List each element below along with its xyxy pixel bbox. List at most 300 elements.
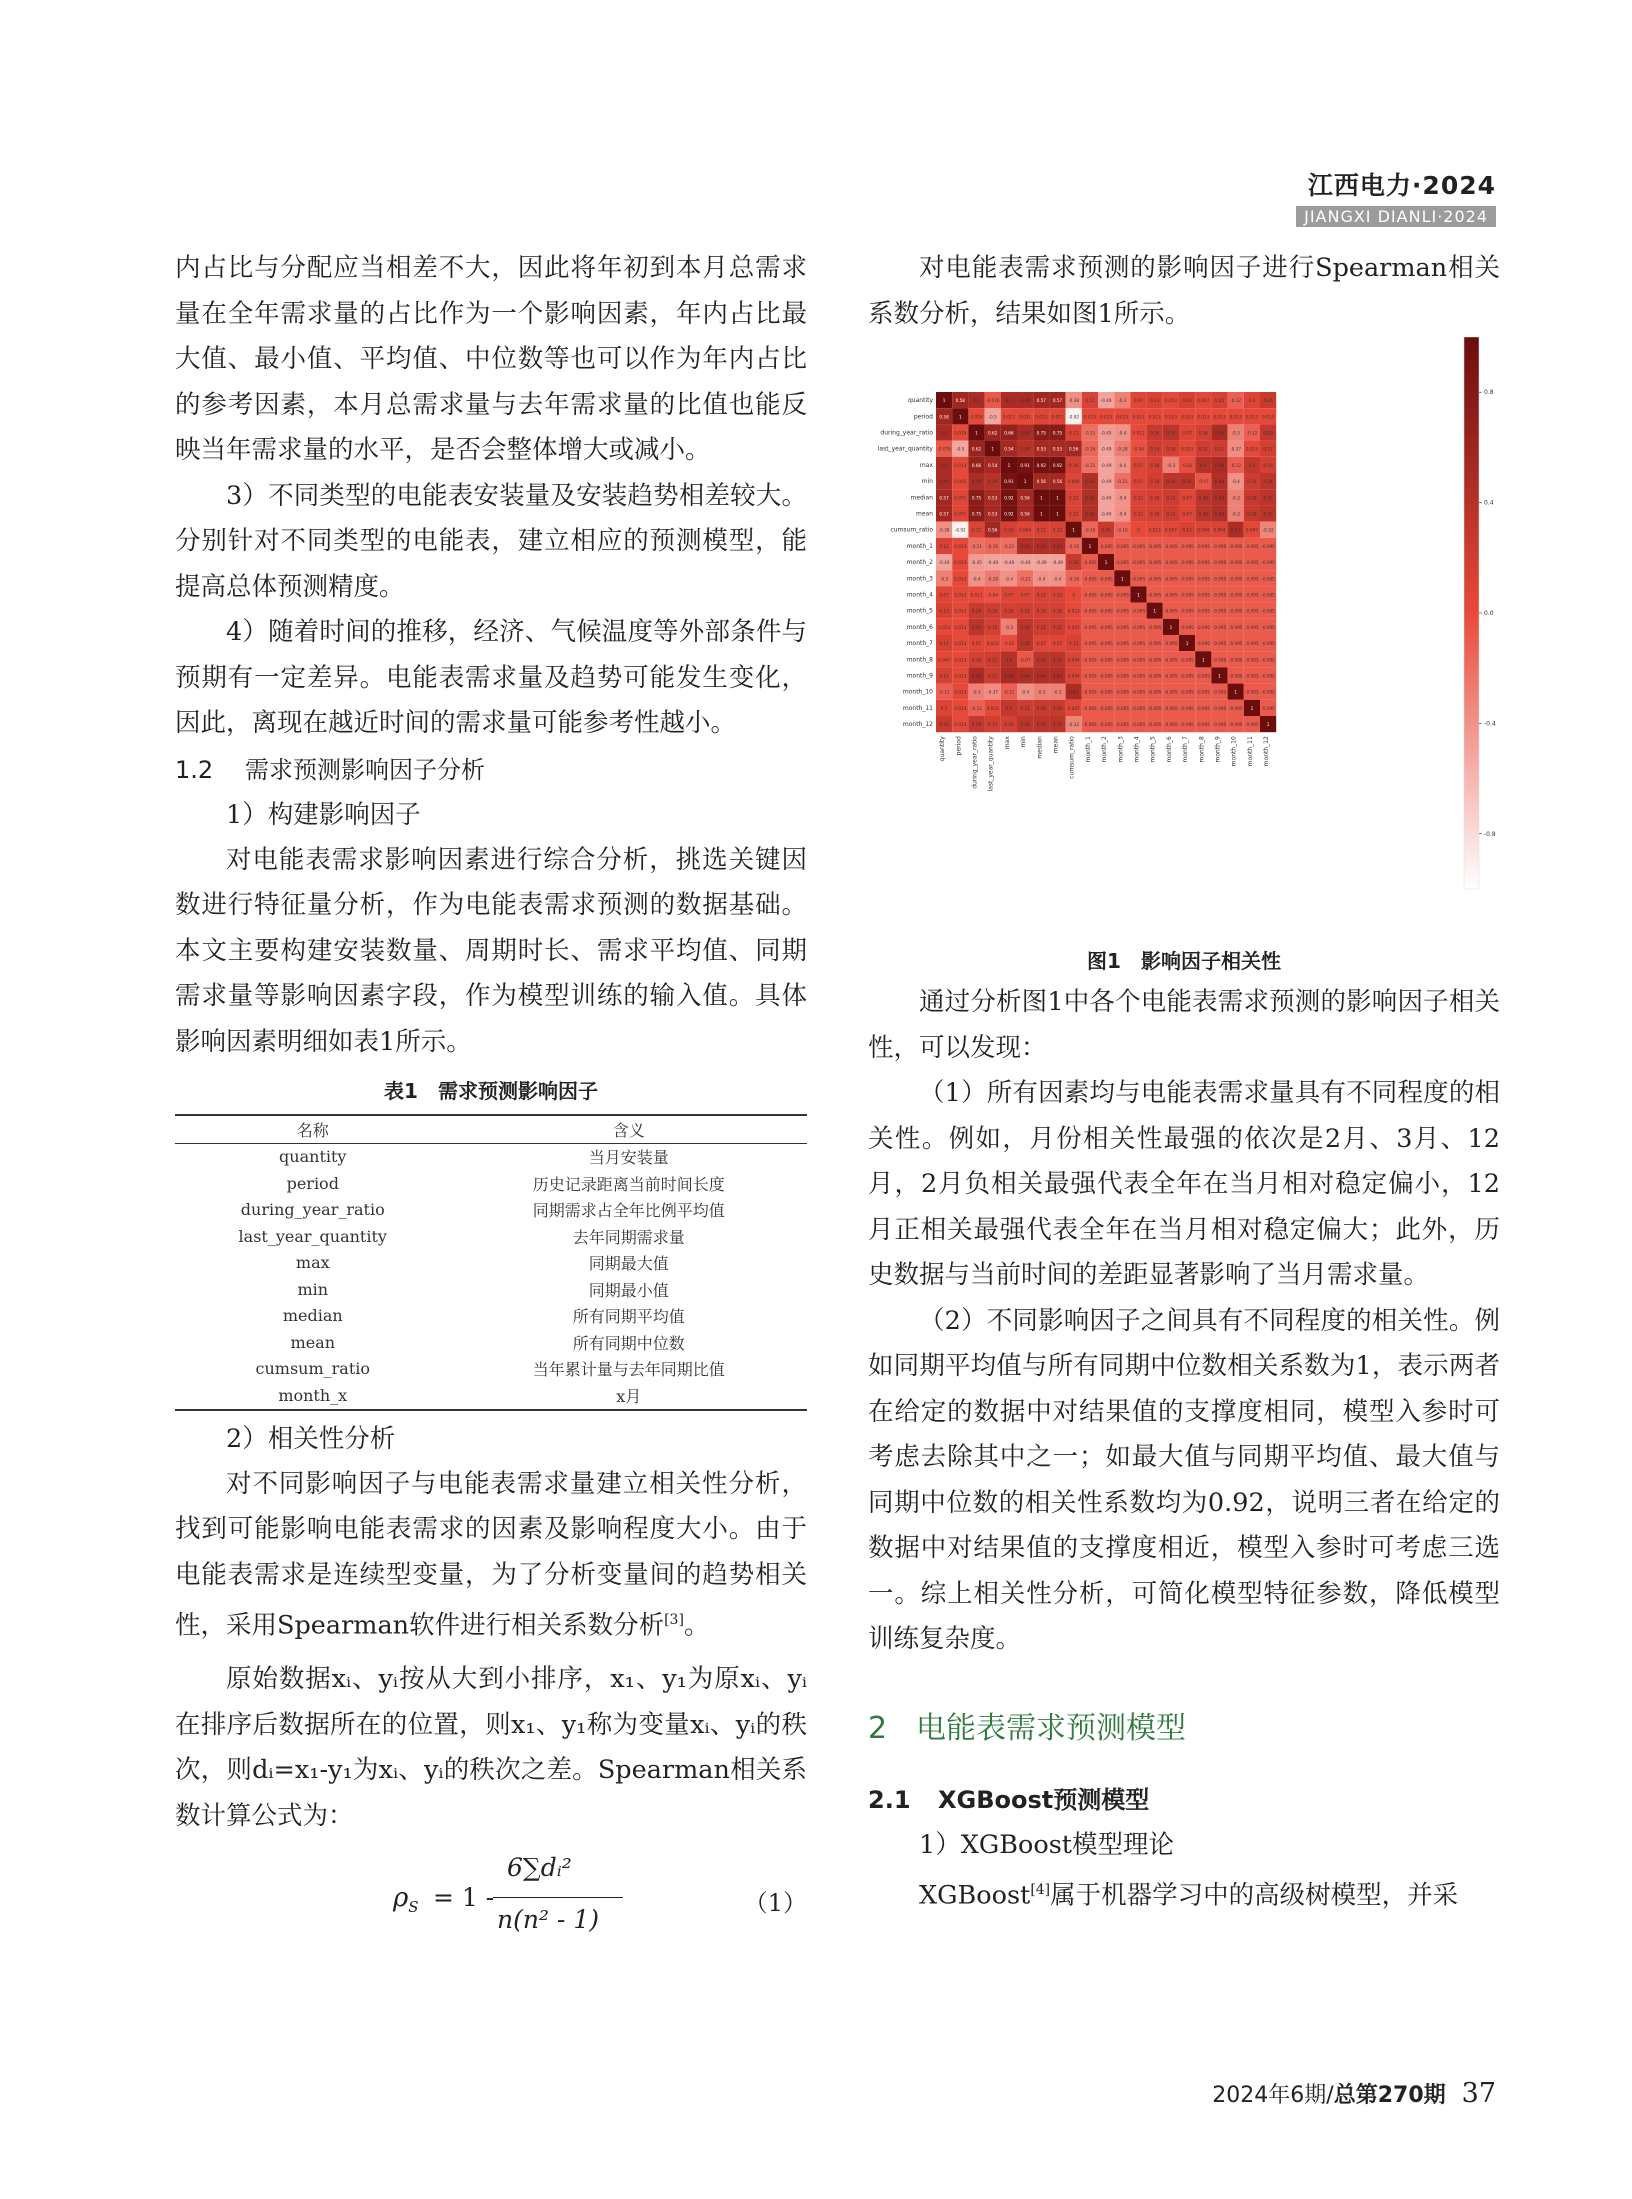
cell-value-label: 0.047 — [1067, 624, 1080, 630]
column-label: min — [1020, 736, 1028, 748]
cell-value-label: -0.095 — [1261, 608, 1275, 614]
cell-value-label: 0.013 — [954, 608, 967, 614]
cell-value-label: 0.66 — [971, 462, 982, 468]
cell-value-label: 0.12 — [1052, 527, 1063, 533]
cell-value-label: -0.32 — [1262, 527, 1274, 533]
cell-value-label: 0.57 — [1036, 398, 1046, 404]
cell-value-label: -0.095 — [1131, 608, 1146, 614]
factor-name: max — [295, 1253, 330, 1273]
cell-value-label: -0.38 — [1068, 398, 1080, 404]
cell-value-label: -0.095 — [1083, 608, 1097, 614]
cell-value-label: 0.047 — [1245, 527, 1258, 533]
cell-value-label: -0.095 — [1083, 592, 1097, 598]
cell-value-label: -0.095 — [1099, 543, 1113, 549]
cell-value-label: -0.16 — [987, 543, 999, 549]
cell-value-label: -0.095 — [1164, 689, 1178, 695]
cell-value-label: 0.064 — [1019, 527, 1032, 533]
cell-value-label: -0.28 — [1116, 446, 1128, 452]
cell-value-label: -0.095 — [1083, 624, 1097, 630]
cell-value-label: 0.62 — [971, 446, 982, 452]
cell-value-label: -0.4 — [1231, 479, 1240, 485]
factor-name: last_year_quantity — [238, 1226, 387, 1246]
cell-value-label: 0.013 — [1164, 398, 1177, 404]
cell-value-label: 0.13 — [1069, 641, 1079, 647]
paragraph: 内占比与分配应当相差不大，因此将年初到本月总需求量在全年需求量的占比作为一个影响因素，年内占比最大值、最小值、平均值、中位数等也可以作为年内占比的参考因素，本月总需求量与去年需求量的比值也能反映当年需求量的水平，是否会整体增大或减小。 — [175, 253, 807, 465]
cell-value-label: -0.095 — [1164, 608, 1178, 614]
cell-value-label: 1 — [958, 414, 962, 420]
column-label: cumsum_ratio — [1068, 736, 1076, 779]
cell-value-label: 0.34 — [1020, 722, 1030, 728]
cell-value-label: -0.21 — [971, 543, 982, 549]
section-heading — [175, 747, 807, 793]
cell-value-label: -0.21 — [1003, 543, 1015, 549]
cell-value-label: -0.095 — [1131, 722, 1146, 728]
cell-value-label: 0.16 — [1150, 462, 1160, 468]
cell-value-label: 0.013 — [1132, 414, 1145, 420]
cell-value-label: 0.21 — [1247, 479, 1257, 485]
cell-value-label: 0.92 — [1004, 495, 1014, 501]
cell-value-label: -0.095 — [1212, 560, 1227, 566]
cell-value-label: 0.44 — [1214, 495, 1225, 501]
cell-value-label: -0.92 — [1068, 414, 1080, 420]
cell-value-label: -0.095 — [1196, 641, 1211, 647]
cell-value-label: -0.095 — [1261, 657, 1275, 663]
cell-value-label: -0.095 — [1228, 560, 1243, 566]
cell-value-label: -0.095 — [1261, 705, 1275, 711]
colorbar-tick-label: -0.4 — [1484, 720, 1496, 728]
cell-value-label: -0.095 — [1212, 543, 1227, 549]
table-row — [175, 1276, 807, 1303]
cell-value-label: -0.28 — [987, 576, 999, 582]
table-row — [175, 1356, 807, 1383]
cell-value-label: -0.49 — [987, 560, 999, 566]
cell-value-label: -0.095 — [1131, 641, 1146, 647]
cell-value-label: -0.095 — [1147, 624, 1162, 630]
cell-value-label: -0.095 — [1147, 576, 1162, 582]
cell-value-label: -0.095 — [1180, 560, 1194, 566]
cell-value-label: 0.44 — [1020, 543, 1030, 549]
cell-value-label: 0.29 — [971, 722, 982, 728]
chapter-heading — [868, 1703, 1500, 1747]
cell-value-label: -0.07 — [1019, 657, 1031, 663]
cell-value-label: 0.3 — [1005, 705, 1013, 711]
cell-value-label: 1 — [1023, 479, 1027, 485]
cell-value-label: 0.54 — [988, 462, 998, 468]
cell-value-label: -0.095 — [1131, 543, 1146, 549]
cell-value-label: -0.5 — [988, 414, 997, 420]
cell-value-label: -0.16 — [1084, 446, 1096, 452]
cell-value-label: 0.023 — [1148, 527, 1161, 533]
cell-value-label: -0.095 — [1164, 657, 1178, 663]
factor-name: quantity — [279, 1147, 347, 1167]
cell-value-label: -0.3 — [1231, 495, 1240, 501]
cell-value-label: 0.07 — [1020, 592, 1030, 598]
cell-value-label: -0.21 — [1019, 576, 1031, 582]
cell-value-label: 0.62 — [988, 430, 998, 436]
factor-meaning: 历史记录距离当前时间长度 — [532, 1174, 725, 1194]
cell-value-label: -0.095 — [1196, 560, 1211, 566]
row-label: month_5 — [906, 607, 933, 615]
cell-value-label: 1 — [1104, 560, 1108, 566]
cell-value-label: -0.095 — [1228, 624, 1243, 630]
cell-value-label: 0.12 — [1036, 592, 1046, 598]
cell-value-label: 0.1 — [1248, 398, 1256, 404]
cell-value-label: 0.35 — [1052, 657, 1063, 663]
cell-value-label: 0.49 — [1020, 398, 1030, 404]
cell-value-label: 1 — [1234, 689, 1238, 695]
journal-header — [1296, 166, 1496, 227]
cell-value-label: 0.26 — [1069, 560, 1079, 566]
cell-value-label: -0.095 — [1099, 689, 1113, 695]
colorbar-tick-label: 0.0 — [1484, 610, 1494, 617]
cell-value-label: 0.49 — [1004, 673, 1014, 679]
cell-value-label: -0.3 — [1166, 462, 1175, 468]
cell-value-label: 0.21 — [1166, 511, 1176, 517]
column-label: month_7 — [1182, 736, 1190, 763]
cell-value-label: 0.071 — [954, 495, 967, 501]
cell-value-label: -0.095 — [1131, 560, 1146, 566]
cell-value-label: -0.095 — [1212, 624, 1227, 630]
cell-value-label: 0.57 — [939, 511, 949, 517]
cell-value-label: -0.095 — [1147, 673, 1162, 679]
cell-value-label: -0.16 — [1068, 576, 1080, 582]
cell-value-label: 0.031 — [1019, 414, 1032, 420]
cell-value-label: 0.47 — [1069, 689, 1079, 695]
cell-value-label: -0.095 — [1261, 560, 1275, 566]
cell-value-label: -0.49 — [1019, 560, 1031, 566]
cell-value-label: -0.095 — [1245, 576, 1259, 582]
paragraph-text: XGBoost — [919, 1880, 1031, 1910]
cell-value-label: -0.095 — [1099, 657, 1113, 663]
subheading: 2）相关性分析 — [226, 1423, 396, 1454]
subheading: 1）构建影响因子 — [226, 799, 421, 830]
cell-value-label: 0.023 — [1067, 608, 1080, 614]
cell-value-label: 0.35 — [1020, 641, 1030, 647]
row-label: min — [921, 478, 933, 486]
cell-value-label: -0.095 — [1180, 592, 1194, 598]
column-header: 含义 — [612, 1120, 645, 1140]
cell-value-label: 0.21 — [1036, 624, 1046, 630]
cell-value-label: 0.064 — [1067, 479, 1080, 485]
table-row — [175, 1197, 807, 1224]
cell-value-label: -0.095 — [1228, 673, 1243, 679]
formula-denominator: n(n² - 1) — [497, 1905, 599, 1934]
cell-value-label: 0.26 — [1052, 705, 1063, 711]
cell-value-label: -0.095 — [1115, 543, 1130, 549]
cell-value-label: 0.013 — [954, 673, 967, 679]
cell-value-label: 0.26 — [1036, 705, 1046, 711]
cell-value-label: 0.91 — [1020, 462, 1030, 468]
paragraph: 对电能表需求预测的影响因子进行Spearman相关系数分析，结果如图1所示。 — [868, 253, 1500, 329]
column-label: last_year_quantity — [987, 736, 995, 792]
formula-numerator: 6∑dᵢ² — [507, 1853, 572, 1882]
cell-value-label: -0.095 — [1164, 722, 1178, 728]
cell-value-label: 0.071 — [954, 511, 967, 517]
cell-value-label: -0.095 — [1083, 657, 1097, 663]
cell-value-label: 0.013 — [1148, 414, 1161, 420]
figure-caption: 图1 影响因子相关性 — [1087, 949, 1281, 973]
row-label: during_year_ratio — [880, 429, 933, 437]
cell-value-label: -0.095 — [1228, 705, 1243, 711]
section-number: 2.1 — [868, 1785, 911, 1814]
cell-value-label: 0.56 — [988, 527, 998, 533]
cell-value-label: 0.44 — [1020, 673, 1030, 679]
column-header: 名称 — [296, 1120, 329, 1140]
cell-value-label: 0.29 — [1263, 430, 1273, 436]
cell-value-label: 0.16 — [1166, 446, 1176, 452]
table-row — [175, 1329, 807, 1356]
cell-value-label: -0.095 — [1115, 722, 1130, 728]
cell-value-label: 0.023 — [986, 705, 999, 711]
cell-value-label: -0.3 — [1118, 398, 1127, 404]
cell-value-label: -0.49 — [1052, 560, 1063, 566]
paragraph: 原始数据xᵢ、yᵢ按从大到小排序，x₁、y₁为原xᵢ、yᵢ在排序后数据所在的位置，则x₁、y₁称为变量xᵢ、yᵢ的秩次，则dᵢ=x₁-y₁为xᵢ、yᵢ的秩次之差。Spearman相关系数计算公式为： — [175, 1664, 807, 1831]
cell-value-label: 0.44 — [1085, 495, 1095, 501]
cell-value-label: 0.44 — [1214, 479, 1225, 485]
cell-value-label: 0.53 — [988, 495, 998, 501]
cell-value-label: 0.013 — [1213, 414, 1226, 420]
column-label: max — [1003, 736, 1011, 750]
cell-value-label: 0.013 — [1083, 414, 1096, 420]
cell-value-label: 1 — [942, 398, 946, 404]
cell-value-label: 0.12 — [1052, 592, 1063, 598]
paragraph: 3）不同类型的电能表安装量及安装趋势相差较大。分别针对不同类型的电能表，建立相应的预测模型，能提高总体预测精度。 — [175, 480, 807, 602]
cell-value-label: 0.07 — [1182, 430, 1192, 436]
cell-value-label: -0.095 — [1147, 705, 1162, 711]
cell-value-label: -0.49 — [1100, 462, 1112, 468]
cell-value-label: -0.095 — [1245, 641, 1259, 647]
cell-value-label: -0.02 — [1003, 641, 1015, 647]
cell-value-label: -0.095 — [1164, 560, 1178, 566]
cell-value-label: 0.16 — [1150, 511, 1160, 517]
cell-value-label: 0.14 — [1182, 398, 1192, 404]
cell-value-label: 0.56 — [1052, 479, 1063, 485]
cell-value-label: 0.013 — [954, 560, 967, 566]
cell-value-label: 0.013 — [1100, 414, 1113, 420]
cell-value-label: -0.095 — [1164, 543, 1178, 549]
cell-value-label: -0.095 — [1115, 608, 1130, 614]
cell-value-label: 0.07 — [971, 641, 982, 647]
cell-value-label: 0.44 — [1036, 673, 1046, 679]
cell-value-label: 0.013 — [1197, 414, 1210, 420]
section-title: 需求预测影响因子分析 — [245, 755, 485, 784]
cell-value-label: 0.16 — [1004, 608, 1014, 614]
row-label: month_11 — [902, 704, 933, 712]
cell-value-label: -0.095 — [1212, 641, 1227, 647]
cell-value-label: 0.75 — [971, 495, 982, 501]
equation-number: （1） — [743, 1889, 807, 1917]
cell-value-label: -0.095 — [1099, 608, 1113, 614]
cell-value-label: 0.56 — [1036, 479, 1046, 485]
cell-value-label: -0.095 — [1196, 592, 1211, 598]
cell-value-label: 1 — [1088, 543, 1092, 549]
cell-value-label: -0.095 — [1196, 576, 1211, 582]
cell-value-label: 0.21 — [1020, 705, 1030, 711]
cell-value-label: -0.38 — [938, 527, 950, 533]
cell-value-label: 0.094 — [1213, 527, 1226, 533]
cell-value-label: 0.53 — [988, 511, 998, 517]
cell-value-label: 0.49 — [1020, 430, 1030, 436]
cell-value-label: -0.095 — [1261, 673, 1275, 679]
factor-table — [175, 1114, 807, 1411]
row-label: quantity — [907, 397, 933, 405]
cell-value-label: -0.095 — [1147, 560, 1162, 566]
cell-value-label: 1 — [1007, 462, 1011, 468]
cell-value-label: -0.095 — [1099, 592, 1113, 598]
fraction-bar — [493, 1897, 623, 1898]
cell-value-label: 0.07 — [1133, 398, 1144, 404]
cell-value-label: -0.32 — [1068, 722, 1080, 728]
cell-value-label: -0.095 — [1115, 641, 1130, 647]
cell-value-label: -0.095 — [1164, 673, 1178, 679]
cell-value-label: 0.18 — [1020, 608, 1030, 614]
cell-value-label: -0.12 — [1230, 462, 1242, 468]
cell-value-label: 0.12 — [1133, 495, 1144, 501]
cell-value-label: 0.35 — [971, 624, 982, 630]
cell-value-label: -0.3 — [1231, 430, 1240, 436]
cell-value-label: 0.58 — [939, 414, 949, 420]
cell-value-label: 0.15 — [1214, 398, 1225, 404]
cell-value-label: -0.4 — [1037, 576, 1046, 582]
column-label: month_3 — [1117, 736, 1125, 763]
cell-value-label: -0.4 — [1118, 430, 1127, 436]
subheading: 1）XGBoost模型理论 — [919, 1829, 1175, 1860]
citation: [3] — [664, 1612, 684, 1628]
cell-value-label: 0.5 — [1005, 398, 1013, 404]
cell-value-label: 1 — [991, 446, 995, 452]
row-label: month_7 — [906, 640, 933, 648]
cell-value-label: -0.16 — [1084, 527, 1096, 533]
column-label: month_4 — [1133, 736, 1141, 763]
cell-value-label: -0.49 — [938, 560, 950, 566]
cell-value-label: 1 — [1169, 624, 1173, 630]
cell-value-label: 0.019 — [970, 414, 983, 420]
row-label: month_3 — [906, 575, 933, 583]
cell-value-label: 0.21 — [1214, 446, 1225, 452]
cell-value-label: 0.07 — [1133, 462, 1144, 468]
cell-value-label: 0.44 — [1052, 673, 1063, 679]
cell-value-label: -0.095 — [1115, 705, 1130, 711]
table-header-row — [175, 1115, 807, 1143]
cell-value-label: -0.095 — [1228, 641, 1243, 647]
total-issue: 总第270期 — [1333, 2083, 1446, 2108]
cell-value-label: 0.21 — [1052, 624, 1063, 630]
cell-value-label: -0.095 — [1115, 657, 1130, 663]
column-label: month_8 — [1198, 736, 1206, 763]
paragraph — [175, 1462, 807, 1650]
cell-value-label: -0.095 — [1261, 641, 1275, 647]
cell-value-label: -0.095 — [1212, 592, 1227, 598]
cell-value-label: 0 — [1137, 527, 1140, 533]
cell-value-label: -0.4 — [972, 576, 981, 582]
cell-value-label: 0.16 — [1069, 462, 1079, 468]
cell-value-label: -0.095 — [1212, 722, 1227, 728]
cell-value-label: 0.047 — [938, 657, 951, 663]
cell-value-label: -0.095 — [1083, 641, 1097, 647]
cell-value-label: 0.07 — [1004, 592, 1014, 598]
cell-value-label: -0.095 — [1180, 705, 1194, 711]
cell-value-label: 1 — [1218, 673, 1221, 679]
cell-value-label: -0.095 — [1131, 705, 1146, 711]
cell-value-label: -0.095 — [1180, 689, 1194, 695]
cell-value-label: 0.011 — [970, 592, 983, 598]
cell-value-label: -0.3 — [940, 576, 949, 582]
cell-value-label: 0.16 — [971, 657, 982, 663]
cell-value-label: -0.095 — [1083, 560, 1097, 566]
cell-value-label: 0.071 — [1051, 414, 1064, 420]
cell-value-label: 0.47 — [1231, 527, 1241, 533]
cell-value-label: 0.16 — [988, 624, 998, 630]
cell-value-label: -0.095 — [1164, 705, 1178, 711]
column-label: month_6 — [1165, 736, 1173, 763]
cell-value-label: -0.095 — [1196, 722, 1211, 728]
cell-value-label: -0.04 — [1133, 446, 1144, 452]
cell-value-label: -0.21 — [1084, 462, 1096, 468]
factor-name: during_year_ratio — [240, 1200, 385, 1220]
cell-value-label: -0.076 — [937, 446, 951, 452]
formula — [175, 1839, 807, 1959]
factor-name: min — [297, 1279, 329, 1299]
cell-value-label: 1 — [1072, 527, 1076, 533]
cell-value-label: -0.095 — [1131, 689, 1146, 695]
cell-value-label: -0.095 — [1180, 722, 1194, 728]
cell-value-label: -0.095 — [1115, 689, 1130, 695]
cell-value-label: 0.16 — [1004, 722, 1014, 728]
cell-value-label: -0.095 — [1228, 592, 1243, 598]
cell-value-label: 0.58 — [955, 398, 965, 404]
cell-value-label: 0.094 — [1067, 673, 1080, 679]
cell-value-label: 0.15 — [939, 673, 949, 679]
cell-value-label: -0.095 — [1245, 657, 1259, 663]
cell-value-label: -0.095 — [1212, 689, 1227, 695]
cell-value-label: -0.37 — [1230, 446, 1242, 452]
row-label: month_8 — [906, 656, 933, 664]
cell-value-label: -0.49 — [1100, 511, 1112, 517]
cell-value-label: 0.013 — [1262, 414, 1275, 420]
cell-value-label: -0.095 — [1245, 608, 1259, 614]
table-caption: 表1 需求预测影响因子 — [384, 1079, 598, 1103]
factor-meaning: 当月安装量 — [588, 1148, 669, 1168]
cell-value-label: -0.095 — [1099, 641, 1113, 647]
cell-value-label: -0.095 — [1196, 624, 1211, 630]
paragraph-text: 对不同影响因子与电能表需求量建立相关性分析，找到可能影响电能表需求的因素及影响程度大小。由于电能表需求是连续型变量，为了分析变量间的趋势相关性，采用Spearman软件进行相关系数分析 — [175, 1468, 807, 1641]
page-number: 37 — [1461, 2078, 1496, 2109]
cell-value-label: 0.013 — [954, 462, 967, 468]
cell-value-label: 0.44 — [1052, 543, 1063, 549]
cell-value-label: -0.5 — [956, 446, 965, 452]
cell-value-label: 0.3 — [1248, 462, 1256, 468]
column-label: quantity — [939, 736, 947, 762]
cell-value-label: 0.11 — [1069, 430, 1079, 436]
cell-value-label: 0.12 — [1085, 398, 1095, 404]
cell-value-label: 0.16 — [1052, 608, 1063, 614]
cell-value-label: 0.16 — [1004, 527, 1014, 533]
cell-value-label: 0.49 — [1214, 462, 1225, 468]
cell-value-label: -0.095 — [1099, 722, 1113, 728]
chapter-number: 2 — [868, 1710, 888, 1746]
cell-value-label: -0.095 — [1115, 624, 1130, 630]
factor-meaning: x月 — [616, 1386, 642, 1406]
cell-value-label: 0.07 — [1052, 641, 1063, 647]
cell-value-label: -0.3 — [972, 689, 981, 695]
issue-label: 2024年6期/ — [1212, 2083, 1334, 2108]
cell-value-label: 0.13 — [939, 608, 949, 614]
cell-value-label: -0.095 — [1261, 592, 1275, 598]
cell-value-label: -0.095 — [1147, 641, 1162, 647]
cell-value-label: -0.3 — [1004, 624, 1013, 630]
cell-value-label: -0.16 — [1068, 543, 1080, 549]
cell-value-label: 0.26 — [1150, 430, 1160, 436]
